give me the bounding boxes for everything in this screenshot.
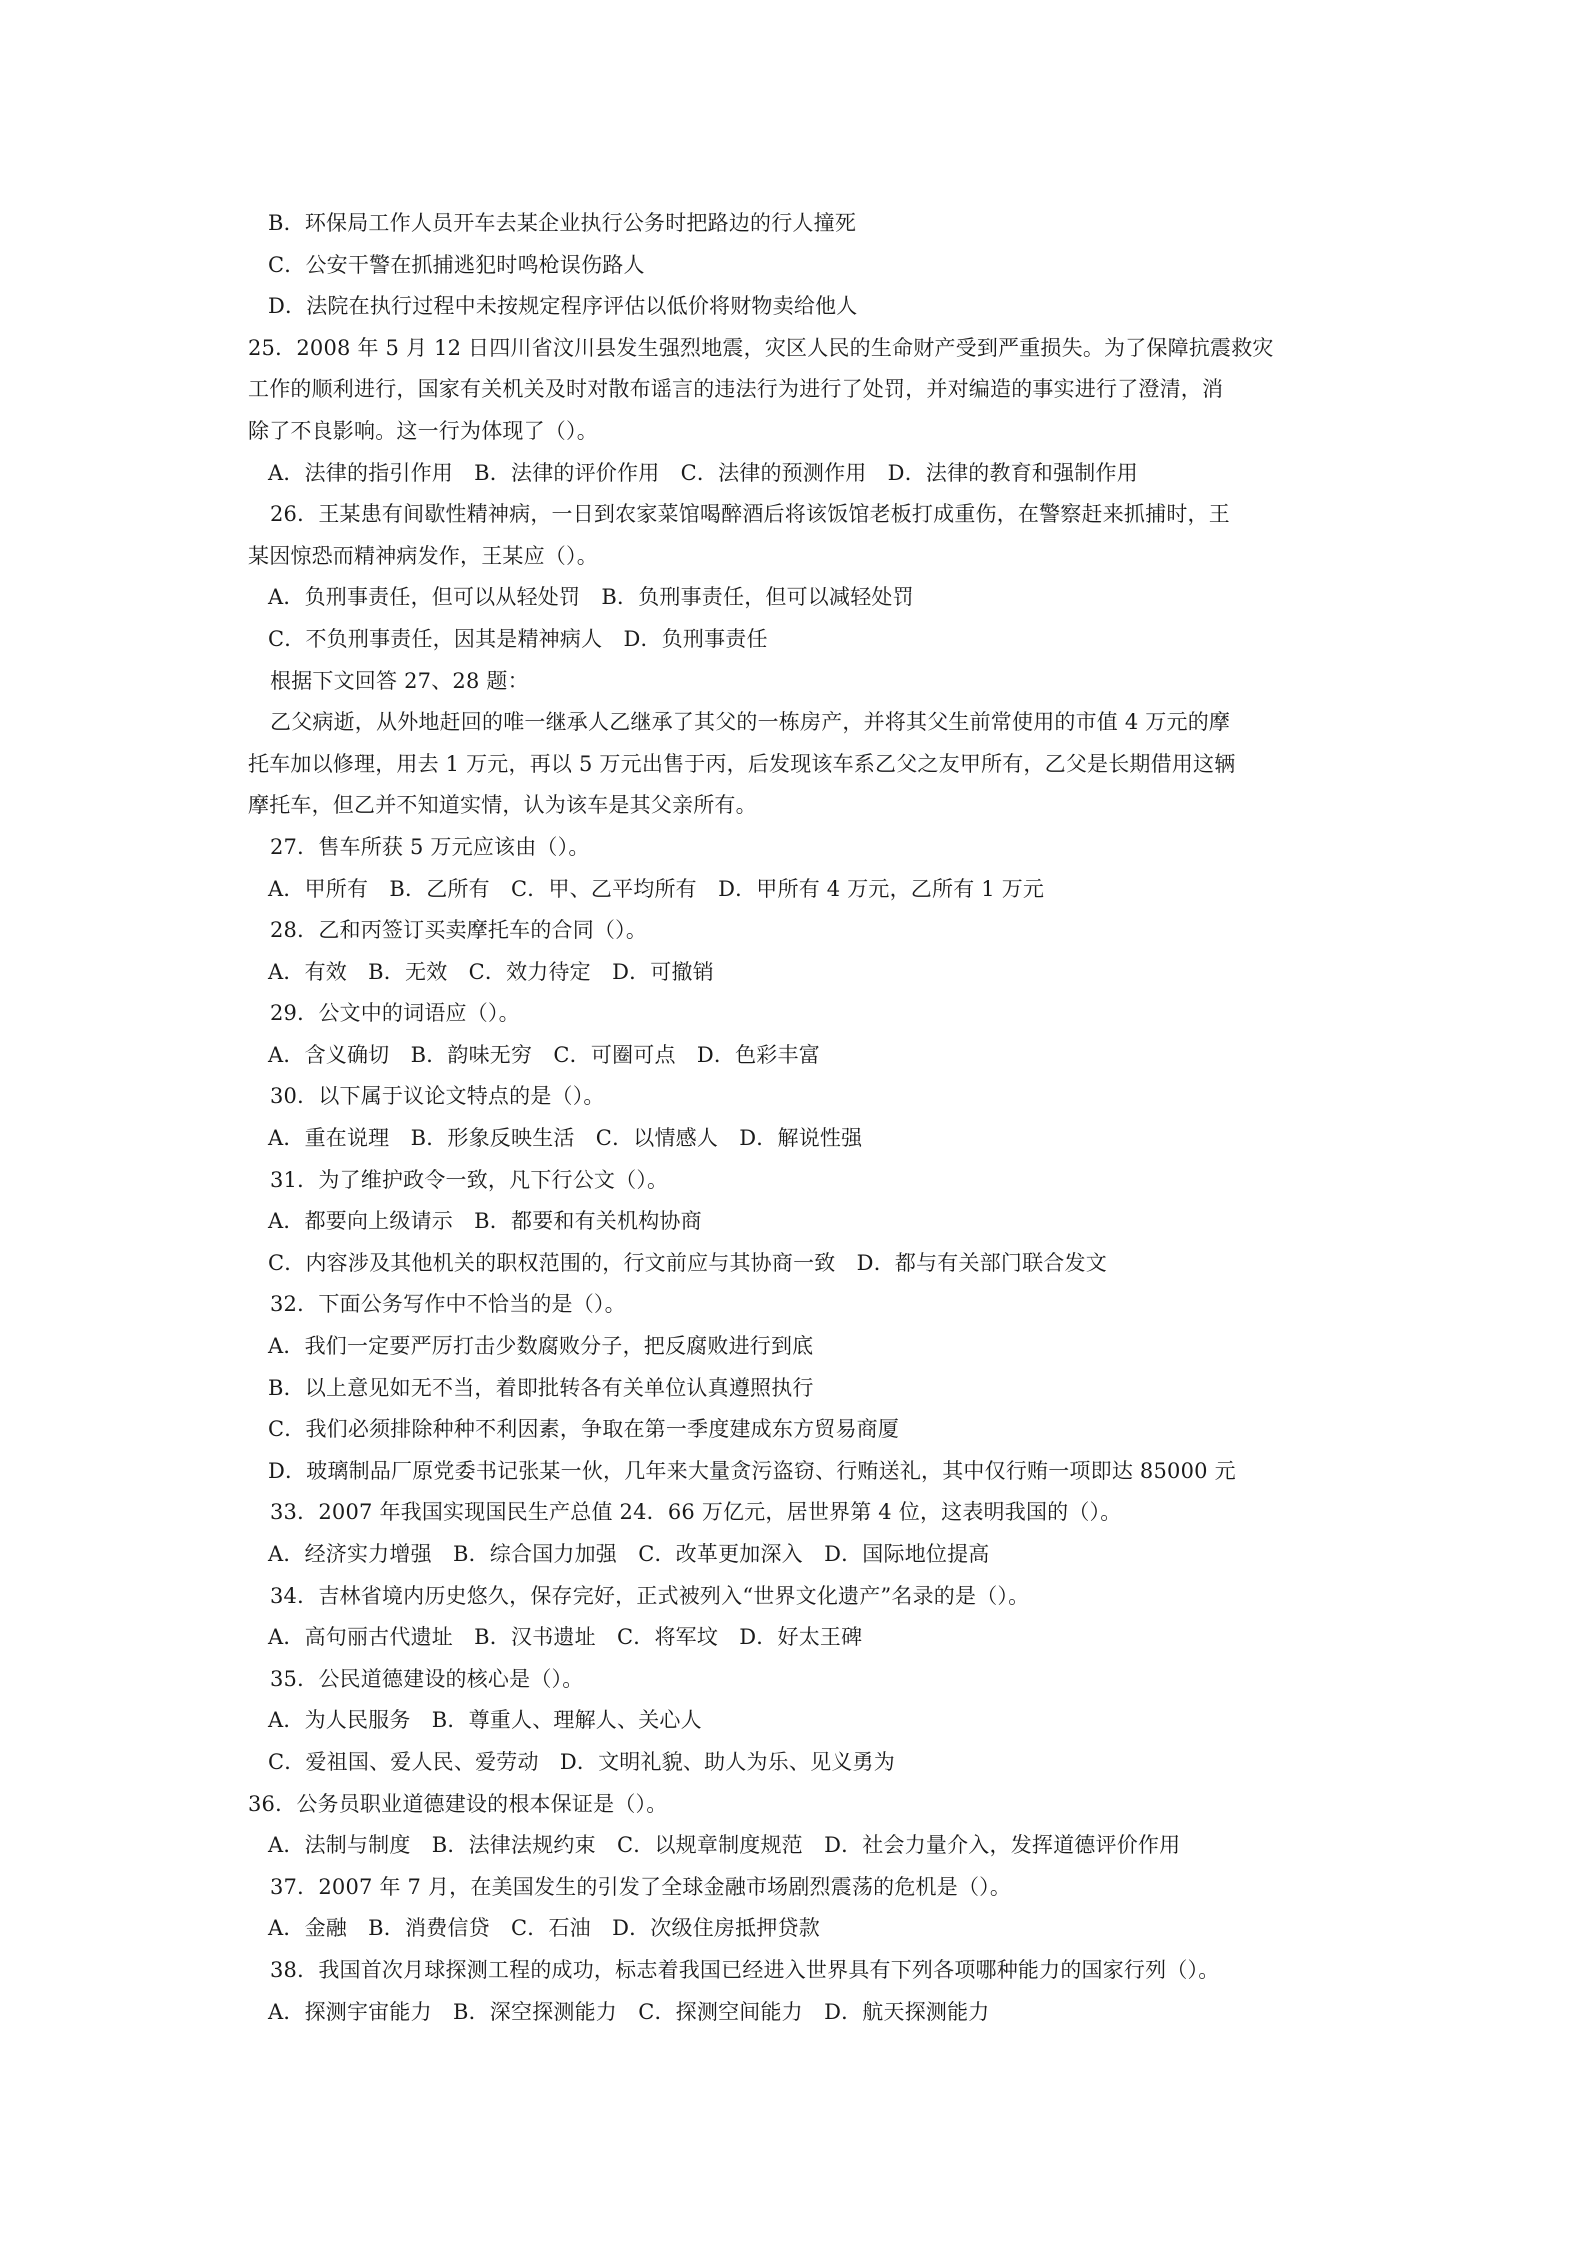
- text-line: 摩托车，但乙并不知道实情，认为该车是其父亲所有。: [248, 793, 757, 818]
- text-line: A．负刑事责任，但可以从轻处罚 B．负刑事责任，但可以减轻处罚: [268, 585, 914, 610]
- text-line: 乙父病逝，从外地赶回的唯一继承人乙继承了其父的一栋房产，并将其父生前常使用的市值 4 万元的摩: [270, 710, 1231, 735]
- text-line: A．含义确切 B．韵味无穷 C．可圈可点 D．色彩丰富: [268, 1042, 820, 1067]
- text-line: 除了不良影响。这一行为体现了（）。: [248, 418, 598, 443]
- text-line: 26．王某患有间歇性精神病，一日到农家菜馆喝醉酒后将该饭馆老板打成重伤，在警察赶来抓捕时，王: [270, 502, 1230, 527]
- text-line: A．我们一定要严厉打击少数腐败分子，把反腐败进行到底: [268, 1334, 814, 1359]
- text-line: 34．吉林省境内历史悠久，保存完好，正式被列入“世界文化遗产”名录的是（）。: [270, 1583, 1030, 1608]
- text-line: 35．公民道德建设的核心是（）。: [270, 1666, 584, 1691]
- text-line: 33．2007 年我国实现国民生产总值 24．66 万亿元，居世界第 4 位，这表明我国的（）。: [270, 1500, 1122, 1525]
- text-line: 30．以下属于议论文特点的是（）。: [270, 1084, 605, 1109]
- text-line: A．都要向上级请示 B．都要和有关机构协商: [268, 1209, 702, 1234]
- text-line: C．公安干警在抓捕逃犯时鸣枪误伤路人: [268, 252, 645, 277]
- text-line: C．爱祖国、爱人民、爱劳动 D．文明礼貌、助人为乐、见义勇为: [268, 1749, 895, 1774]
- text-line: 29．公文中的词语应（）。: [270, 1001, 520, 1026]
- text-line: 38．我国首次月球探测工程的成功，标志着我国已经进入世界具有下列各项哪种能力的国家行列（）。: [270, 1957, 1220, 1982]
- text-line: 28．乙和丙签订买卖摩托车的合同（）。: [270, 918, 648, 943]
- text-line: A．经济实力增强 B．综合国力加强 C．改革更加深入 D．国际地位提高: [268, 1542, 990, 1566]
- text-line: 某因惊恐而精神病发作，王某应（）。: [248, 543, 598, 568]
- text-line: A．法律的指引作用 B．法律的评价作用 C．法律的预测作用 D．法律的教育和强制作用: [268, 460, 1138, 485]
- text-line: 31．为了维护政令一致，凡下行公文（）。: [270, 1167, 669, 1192]
- text-line: 37．2007 年 7 月，在美国发生的引发了全球金融市场剧烈震荡的危机是（）。: [270, 1874, 1012, 1899]
- text-line: 27．售车所获 5 万元应该由（）。: [270, 834, 590, 859]
- text-line: A．有效 B．无效 C．效力待定 D．可撤销: [268, 959, 714, 984]
- text-line: 工作的顺利进行，国家有关机关及时对散布谣言的违法行为进行了处罚，并对编造的事实进行了澄清，消: [248, 377, 1224, 402]
- text-line: C．内容涉及其他机关的职权范围的，行文前应与其协商一致 D．都与有关部门联合发文: [268, 1250, 1107, 1275]
- text-line: A．为人民服务 B．尊重人、理解人、关心人: [268, 1708, 702, 1733]
- text-line: A．法制与制度 B．法律法规约束 C．以规章制度规范 D．社会力量介入，发挥道德评价作用: [268, 1833, 1181, 1858]
- text-line: A．重在说理 B．形象反映生活 C．以情感人 D．解说性强: [268, 1126, 863, 1151]
- text-line: B．以上意见如无不当，着即批转各有关单位认真遵照执行: [268, 1375, 814, 1400]
- text-line: 36．公务员职业道德建设的根本保证是（）。: [248, 1791, 668, 1816]
- text-line: 25．2008 年 5 月 12 日四川省汶川县发生强烈地震，灾区人民的生命财产受到严重损失。为了保障抗震救灾: [248, 335, 1274, 360]
- text-line: C．我们必须排除种种不利因素，争取在第一季度建成东方贸易商厦: [268, 1417, 900, 1442]
- text-line: C．不负刑事责任，因其是精神病人 D．负刑事责任: [268, 626, 768, 651]
- text-line: D．玻璃制品厂原党委书记张某一伙，几年来大量贪污盗窃、行贿送礼，其中仅行贿一项即达 85000 元: [268, 1458, 1236, 1483]
- text-line: A．探测宇宙能力 B．深空探测能力 C．探测空间能力 D．航天探测能力: [268, 1999, 990, 2024]
- text-line: A．高句丽古代遗址 B．汉书遗址 C．将军坟 D．好太王碑: [268, 1625, 863, 1650]
- document-body: [248, 203, 1358, 2033]
- text-line: A．甲所有 B．乙所有 C．甲、乙平均所有 D．甲所有 4 万元，乙所有 1 万元: [268, 876, 1045, 901]
- text-line: D．法院在执行过程中未按规定程序评估以低价将财物卖给他人: [268, 294, 858, 319]
- text-line: 32．下面公务写作中不恰当的是（）。: [270, 1292, 626, 1317]
- text-line: B．环保局工作人员开车去某企业执行公务时把路边的行人撞死: [268, 211, 857, 235]
- text-line: A．金融 B．消费信贷 C．石油 D．次级住房抵押贷款: [268, 1916, 820, 1941]
- text-line: 托车加以修理，用去 1 万元，再以 5 万元出售于丙，后发现该车系乙父之友甲所有，乙父是长期借用这辆: [248, 751, 1236, 776]
- text-line: 根据下文回答 27、28 题：: [270, 668, 529, 693]
